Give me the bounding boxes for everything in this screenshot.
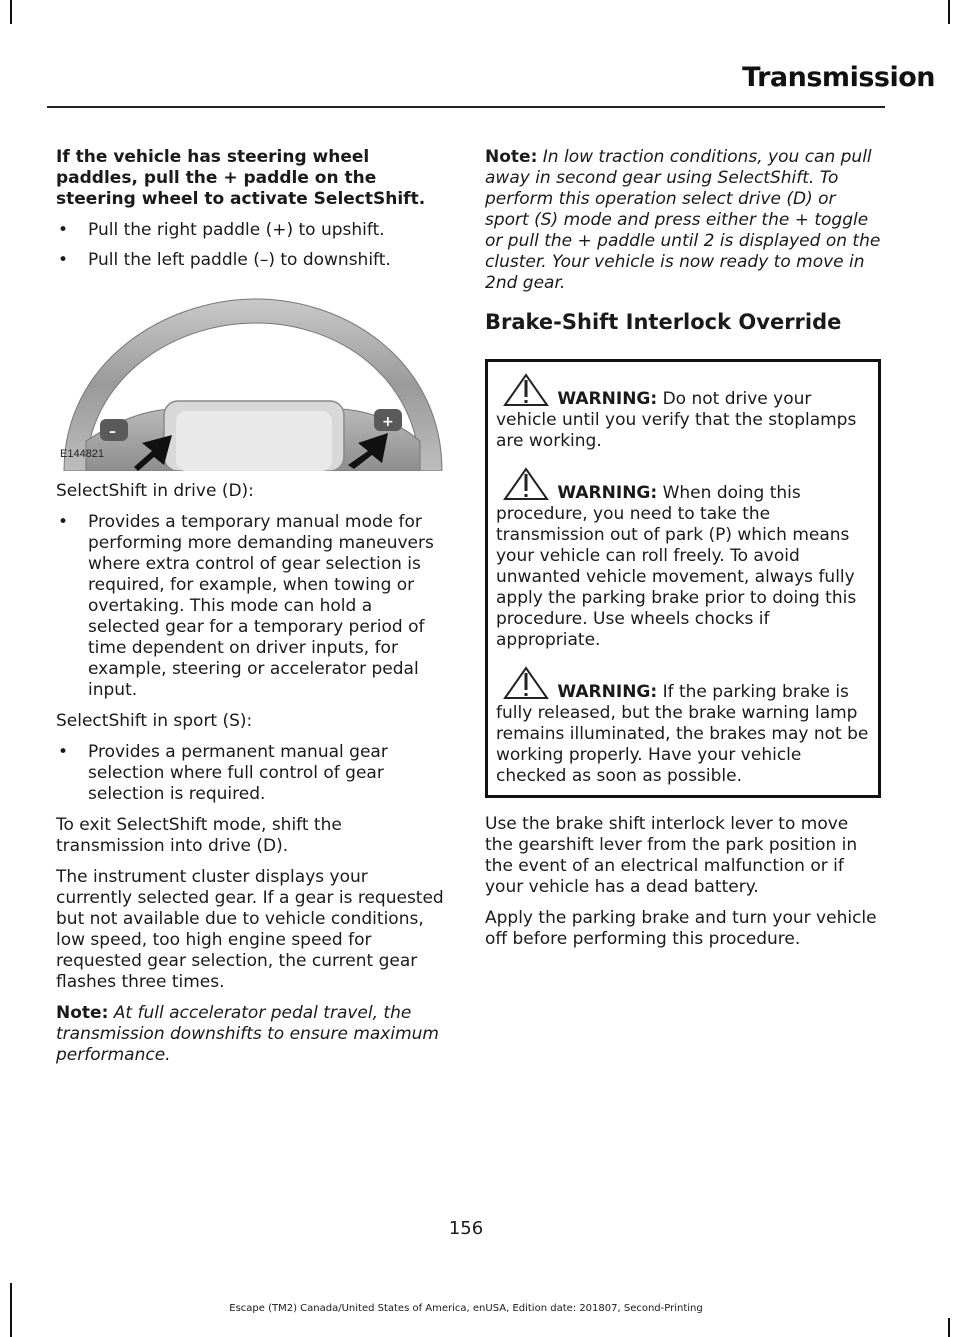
warning-text: When doing this procedure, you need to take the transmission out of park (P) which means your vehicle can roll freely. To avoid unwanted vehicle movement, always fully apply the parking brake prior to doing this procedure. Use wheels chocks if appropriate. — [496, 483, 857, 650]
drive-heading: SelectShift in drive (D): — [56, 481, 254, 501]
list-item: • Pull the left paddle (–) to downshift. — [56, 250, 448, 271]
exit-paragraph: To exit SelectShift mode, shift the transmission into drive (D). — [56, 815, 342, 856]
left-column — [56, 147, 448, 1076]
note-paragraph — [56, 1003, 448, 1066]
warning-item — [496, 665, 870, 787]
paddle-bullet-list — [56, 220, 448, 271]
warning-label: WARNING: — [557, 483, 658, 503]
warning-label: WARNING: — [557, 389, 658, 409]
note-paragraph — [485, 147, 881, 294]
list-item: • Pull the right paddle (+) to upshift. — [56, 220, 448, 241]
warning-text: If the parking brake is fully released, but the brake warning lamp remains illuminated, the brakes may not be working properly. Have your vehicle checked as soon as possible. — [496, 682, 869, 786]
warning-text: Do not drive your vehicle until you verify that the stoplamps are working. — [496, 389, 857, 451]
drive-bullet-list — [56, 512, 448, 701]
note-text: In low traction conditions, you can pull away in second gear using SelectShift. To perform this operation select drive (D) or sport (S) mode and press either the + toggle or pull the + paddle until 2 is displayed on the cluster. Your vehicle is now ready to move in 2nd gear. — [485, 147, 881, 293]
page-number: 156 — [448, 1218, 484, 1239]
sport-heading: SelectShift in sport (S): — [56, 711, 253, 731]
warning-item — [496, 372, 870, 452]
steering-wheel-illustration — [56, 281, 448, 471]
procedure-paragraph: Apply the parking brake and turn your vehicle off before performing this procedure. — [485, 908, 877, 949]
note-text: At full accelerator pedal travel, the transmission downshifts to ensure maximum performance. — [56, 1003, 439, 1065]
minus-symbol: – — [109, 424, 116, 440]
edition-footer: Escape (TM2) Canada/United States of America, enUSA, Edition date: 201807, Second-Printing — [229, 1303, 703, 1314]
warning-triangle-icon — [502, 466, 550, 502]
crop-mark-bottom-right — [948, 1318, 950, 1337]
figure-code: E144821 — [60, 448, 105, 460]
header-divider — [47, 106, 885, 108]
right-column — [485, 147, 881, 960]
list-item: • Provides a permanent manual gear selection where full control of gear selection is required. — [56, 742, 448, 805]
warning-triangle-icon — [502, 665, 550, 701]
list-item: • Provides a temporary manual mode for performing more demanding maneuvers where extra control of gear selection is required, for example, when towing or overtaking. This mode can hold a selected gear for a temporary period of time dependent on driver inputs, for example, steering or accelerator pedal input. — [56, 512, 448, 701]
steering-wheel-paddles-figure — [56, 281, 448, 471]
cluster-paragraph: The instrument cluster displays your currently selected gear. If a gear is requested but not available due to vehicle conditions, low speed, too high engine speed for requested gear selection, the current gear flashes three times. — [56, 867, 444, 992]
selectshift-intro: If the vehicle has steering wheel paddles, pull the + paddle on the steering wheel to activate SelectShift. — [56, 147, 426, 209]
crop-mark-top-right — [948, 0, 950, 24]
warning-box — [485, 359, 881, 798]
note-label: Note: — [56, 1003, 109, 1023]
section-heading: Brake-Shift Interlock Override — [485, 310, 842, 334]
page-title: Transmission — [742, 62, 935, 93]
plus-symbol: + — [382, 414, 394, 430]
warning-label: WARNING: — [557, 682, 658, 702]
crop-mark-top-left — [10, 0, 12, 24]
sport-bullet-list — [56, 742, 448, 805]
warning-item — [496, 466, 870, 651]
warning-triangle-icon — [502, 372, 550, 408]
note-label: Note: — [485, 147, 538, 167]
interlock-paragraph: Use the brake shift interlock lever to move the gearshift lever from the park position in the event of an electrical malfunction or if your vehicle has a dead battery. — [485, 814, 858, 897]
